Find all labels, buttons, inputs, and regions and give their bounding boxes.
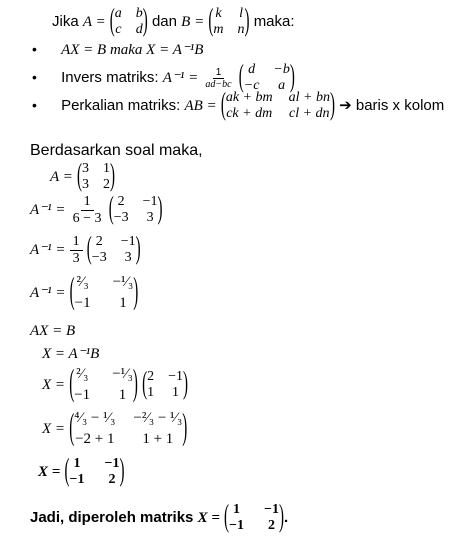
- matrix-cells: [147, 369, 183, 401]
- bullet-tail: baris x kolom: [355, 97, 445, 115]
- matrix-cells: [114, 194, 158, 226]
- matrix-conclusion: [224, 502, 284, 534]
- cell: −1: [142, 194, 158, 209]
- paren-right: ): [289, 60, 295, 94]
- paren-right: ): [109, 159, 115, 193]
- matrix-cells: [115, 6, 143, 38]
- cell: 1: [172, 385, 180, 401]
- bullet-marker: •: [32, 41, 37, 57]
- step-lhs: A =: [50, 169, 73, 186]
- bullet-item-3: [32, 90, 444, 122]
- paren-right: ): [157, 192, 163, 226]
- paren-left: (: [86, 232, 92, 266]
- paren-right: ): [279, 500, 285, 534]
- intro-a-eq: A =: [82, 14, 106, 31]
- cell: l: [239, 6, 243, 21]
- matrix-cells: [213, 6, 244, 38]
- step-inverse-2: [30, 234, 141, 266]
- cell: −2 + 1: [75, 431, 115, 448]
- cell: ak + bm: [225, 90, 273, 105]
- fraction: [70, 234, 83, 266]
- matrix-cells: [229, 502, 279, 534]
- matrix-x-right: [142, 369, 188, 401]
- paren-right: ): [329, 88, 335, 122]
- paren-left: (: [76, 159, 82, 193]
- matrix-cells: [74, 366, 133, 405]
- cell: cl + dn: [289, 106, 330, 122]
- paren-right: ): [119, 454, 125, 488]
- matrix-cells: [82, 161, 110, 193]
- step-lhs: X =: [42, 421, 66, 438]
- paren-left: (: [108, 192, 114, 226]
- matrix-x-result: [64, 456, 124, 488]
- inverse-lhs: A⁻¹ =: [162, 70, 199, 87]
- step-inverse-3: [30, 274, 138, 313]
- fraction-numerator: 1: [70, 234, 83, 250]
- intro-dan: dan: [151, 13, 177, 31]
- matrix-cells: [92, 234, 136, 266]
- fraction-numerator: 1: [81, 194, 94, 210]
- cell: −1: [264, 502, 280, 517]
- cell: ck + dm: [226, 106, 273, 122]
- step-x-eq: X = A⁻¹B: [42, 346, 100, 362]
- matrix-x-expanded: [69, 410, 187, 449]
- bullet-item-1: [32, 40, 203, 59]
- cell: −3: [91, 250, 107, 266]
- cell: −1: [74, 387, 91, 404]
- cell: d: [248, 62, 256, 77]
- cell: 2: [95, 234, 103, 249]
- bullet-label: Invers matriks:: [61, 69, 159, 87]
- intro-maka: maka:: [253, 13, 295, 31]
- cell: 3: [124, 250, 132, 266]
- section-title: Berdasarkan soal maka,: [30, 142, 203, 159]
- paren-left: (: [69, 364, 75, 404]
- matrix-x-left: [69, 366, 138, 405]
- conclusion-text: Jadi, diperoleh matriks: [30, 509, 194, 527]
- paren-left: (: [142, 367, 148, 401]
- paren-right: ): [135, 232, 141, 266]
- matrix-cells: [226, 90, 330, 122]
- matrix-inverse-1: [109, 194, 163, 226]
- cell: n: [237, 22, 245, 38]
- cell: 2: [108, 472, 116, 488]
- product-lhs: AB =: [184, 98, 217, 115]
- matrix-inverse-2: [87, 234, 141, 266]
- cell: 2: [102, 177, 110, 193]
- cell: k: [215, 6, 222, 21]
- cell: −1: [168, 369, 183, 385]
- matrix-a-symbolic: [110, 6, 148, 38]
- matrix-b-symbolic: [208, 6, 249, 38]
- cell: 1 + 1: [142, 431, 174, 448]
- cell: −²⁄₃ − ¹⁄₃: [133, 410, 183, 426]
- intro-line: [52, 6, 295, 38]
- matrix-inverse-3: [70, 274, 139, 313]
- cell: al + bn: [288, 90, 330, 105]
- matrix-cells: [69, 456, 119, 488]
- step-x-expanded: [42, 410, 187, 449]
- bullet-marker: •: [32, 69, 37, 86]
- paren-left: (: [69, 272, 75, 312]
- paren-left: (: [109, 4, 115, 38]
- cell: 1: [233, 502, 241, 517]
- fraction-numerator: 1: [213, 67, 225, 79]
- cell: 1: [147, 385, 155, 401]
- paren-right: ): [132, 364, 138, 404]
- cell: ²⁄₃: [76, 366, 89, 382]
- paren-right: ): [182, 408, 188, 448]
- cell: −3: [113, 210, 129, 226]
- step-inverse-1: [30, 194, 163, 226]
- product-matrix: [221, 90, 335, 122]
- step-x-product: [42, 366, 188, 405]
- cell: c: [115, 22, 122, 38]
- cell: 3: [81, 177, 89, 193]
- paren-right: ): [244, 4, 250, 38]
- paren-left: (: [69, 408, 75, 448]
- cell: a: [278, 78, 286, 94]
- paren-left: (: [224, 500, 230, 534]
- cell: ⁴⁄₃ − ¹⁄₃: [74, 410, 116, 426]
- cell: −1: [120, 234, 136, 249]
- cell: m: [213, 22, 224, 38]
- cell: −1: [69, 472, 85, 488]
- cell: b: [135, 6, 143, 21]
- cell: 1: [73, 456, 81, 471]
- paren-right: ): [142, 4, 148, 38]
- step-lhs: A⁻¹ =: [30, 242, 66, 259]
- paren-left: (: [64, 454, 70, 488]
- cell: −1: [74, 295, 91, 312]
- fraction: [70, 194, 105, 226]
- cell: −1: [229, 518, 245, 534]
- arrow-icon: ➔: [339, 97, 352, 115]
- matrix-a: [77, 161, 115, 193]
- bullet-label: Perkalian matriks:: [61, 97, 181, 115]
- bullet-text: AX = B maka X = A⁻¹B: [61, 42, 204, 58]
- paren-left: (: [238, 60, 244, 94]
- matrix-cells: [74, 410, 182, 449]
- intro-b-eq: B =: [181, 14, 205, 31]
- conclusion: [30, 502, 288, 534]
- cell: 3: [146, 210, 154, 226]
- matrix-cells: [75, 274, 134, 313]
- step-ax-eq: AX = B: [30, 323, 76, 339]
- fraction-denominator: ad−bc: [205, 78, 232, 90]
- step-lhs: A⁻¹ =: [30, 202, 66, 219]
- cell: −b: [273, 62, 290, 77]
- cell: 2: [268, 518, 276, 534]
- intro-jika: Jika: [52, 13, 79, 31]
- cell: 2: [117, 194, 125, 209]
- cell: −¹⁄₃: [112, 366, 133, 382]
- step-a: [50, 161, 115, 193]
- cell: d: [135, 22, 143, 38]
- fraction-denominator: 6 − 3: [72, 210, 102, 226]
- paren-right: ): [133, 272, 139, 312]
- cell: ²⁄₃: [76, 274, 89, 290]
- step-lhs: X =: [38, 464, 61, 481]
- cell: 3: [81, 161, 89, 176]
- cell: −1: [104, 456, 120, 471]
- step-lhs: X =: [42, 377, 66, 394]
- step-x-result: [38, 456, 124, 488]
- cell: 1: [102, 161, 110, 176]
- cell: a: [114, 6, 122, 21]
- cell: 2: [147, 369, 155, 385]
- step-lhs: A⁻¹ =: [30, 285, 66, 302]
- cell: −c: [243, 78, 260, 94]
- conclusion-end: .: [284, 509, 289, 527]
- cell: −¹⁄₃: [112, 274, 134, 290]
- cell: 1: [118, 387, 127, 404]
- fraction: [202, 67, 234, 90]
- paren-left: (: [208, 4, 214, 38]
- cell: 1: [119, 295, 127, 312]
- conclusion-lhs: X =: [197, 510, 220, 527]
- bullet-marker: •: [32, 97, 37, 114]
- paren-left: (: [220, 88, 226, 122]
- paren-right: ): [182, 367, 188, 401]
- fraction-denominator: 3: [72, 250, 80, 266]
